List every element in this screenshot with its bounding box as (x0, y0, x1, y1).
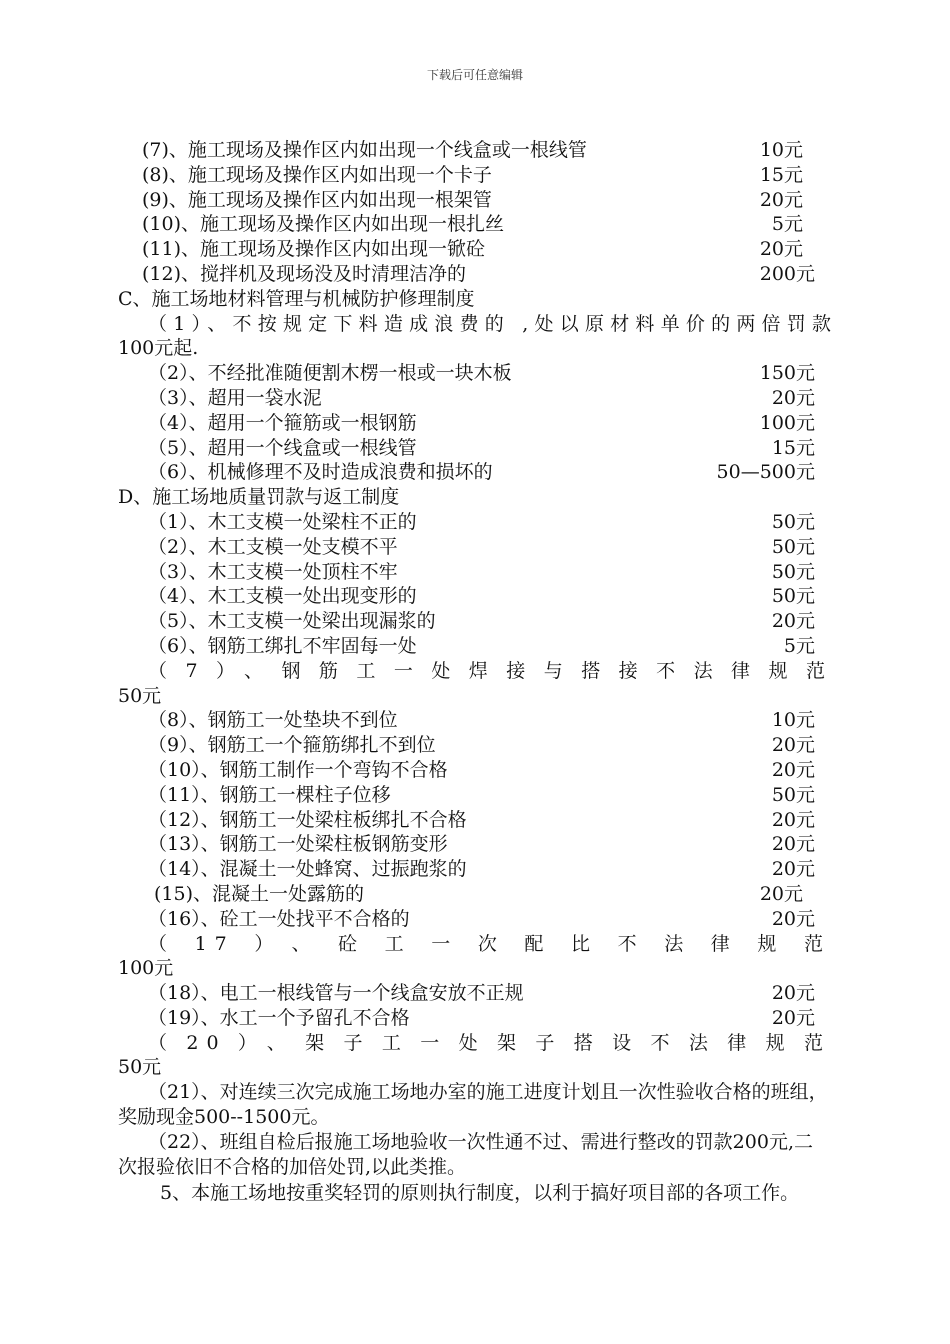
list-item (118, 783, 831, 808)
item-text: （13）、钢筋工一处梁柱板钢筋变形 (148, 833, 448, 856)
list-item (118, 436, 831, 461)
item-text: （5）、木工支模一处梁出现漏浆的 (148, 610, 436, 633)
item20-line1: （20）、架子工一处架子搭设不法律规范 (148, 1031, 831, 1054)
list-item (118, 1006, 831, 1031)
item22-paragraph: （22）、班组自检后报施工场地验收一次性通不过、需进行整改的罚款200元,二次报验依旧不合格的加倍处罚,以此类推。 (118, 1130, 813, 1178)
section-c-item1-line2 (118, 336, 831, 361)
section-b-list (118, 138, 831, 287)
item20-line2 (118, 1055, 831, 1080)
item-amount: 50元 (771, 510, 815, 533)
item-text: （2）、木工支模一处支模不平 (148, 535, 398, 558)
item-amount: 150元 (759, 362, 815, 385)
list-item (118, 386, 831, 411)
document-body (118, 138, 831, 1206)
list-item (118, 163, 831, 188)
section-d-list-3 (118, 981, 831, 1031)
list-item (118, 733, 831, 758)
item-text: （16）、砼工一处找平不合格的 (148, 907, 410, 930)
list-item (118, 609, 831, 634)
item-amount: 100元 (759, 411, 815, 434)
list-item (118, 411, 831, 436)
list-item (118, 808, 831, 833)
item-amount: 20元 (771, 386, 815, 409)
item-amount: 20元 (771, 1006, 815, 1029)
item-amount: 5元 (783, 634, 815, 657)
list-item (118, 981, 831, 1006)
list-item (118, 634, 831, 659)
item-amount: 20元 (771, 833, 815, 856)
item17-line2 (118, 956, 831, 981)
item-text: （19）、水工一个予留孔不合格 (148, 1006, 410, 1029)
item-text: （6）、钢筋工绑扎不牢固每一处 (148, 634, 417, 657)
item-text: (7)、施工现场及操作区内如出现一个线盒或一根线管 (142, 139, 587, 161)
list-item (118, 708, 831, 733)
item-text: （12）、钢筋工一处梁柱板绑扎不合格 (148, 808, 467, 831)
list-item (118, 907, 831, 932)
item-amount: 20元 (771, 808, 815, 831)
list-item (118, 535, 831, 560)
item-text: （1）、木工支模一处梁柱不正的 (148, 510, 417, 533)
list-item (118, 758, 831, 783)
item-amount: 15元 (759, 163, 803, 186)
item20-amount: 50元 (118, 1056, 162, 1079)
item-text: （3）、超用一袋水泥 (148, 386, 322, 409)
item-amount: 50—500元 (716, 461, 815, 484)
item-amount: 20元 (771, 610, 815, 633)
section-c-item1-amount: 100元起. (118, 337, 199, 360)
item-text: (9)、施工现场及操作区内如出现一根架管 (142, 188, 492, 211)
section-c-list (118, 361, 831, 485)
section-d-list-1 (118, 510, 831, 659)
item-amount: 50元 (771, 535, 815, 558)
item7-line1: （7）、钢筋工一处焊接与搭接不法律规范 (148, 659, 831, 682)
section-d-heading: D、施工场地质量罚款与返工制度 (118, 486, 400, 509)
list-item (118, 857, 831, 882)
item-amount: 5元 (771, 213, 803, 236)
section-c-title (118, 287, 831, 312)
list-item (118, 584, 831, 609)
item-amount: 50元 (771, 560, 815, 583)
item7-line2 (118, 684, 831, 709)
list-item (118, 510, 831, 535)
item-text: （4）、超用一个箍筋或一根钢筋 (148, 411, 417, 434)
item-amount: 10元 (759, 139, 803, 161)
list-item (118, 188, 831, 213)
item-text: （9）、钢筋工一个箍筋绑扎不到位 (148, 734, 436, 757)
item-text: （2）、不经批准随便割木楞一根或一块木板 (148, 362, 512, 385)
list-item (118, 882, 831, 907)
item-amount: 20元 (771, 758, 815, 781)
item-text: （6）、机械修理不及时造成浪费和损坏的 (148, 461, 493, 484)
item-text: （5）、超用一个线盒或一根线管 (148, 436, 417, 459)
item-amount: 15元 (771, 436, 815, 459)
item21-paragraph: （21）、对连续三次完成施工场地办室的施工进度计划且一次性验收合格的班组，奖励现金500--1500元。 (118, 1081, 828, 1129)
item-amount: 50元 (771, 585, 815, 608)
list-item (118, 460, 831, 485)
item-amount: 20元 (759, 188, 803, 211)
list-item (118, 237, 831, 262)
item-amount: 20元 (759, 882, 803, 905)
item-amount: 20元 (771, 734, 815, 757)
item-text: （4）、木工支模一处出现变形的 (148, 585, 417, 608)
page-header: 下载后可任意编辑 (426, 68, 523, 82)
item17-amount: 100元 (118, 957, 174, 980)
list-item (118, 832, 831, 857)
section-d-title (118, 485, 831, 510)
item5-paragraph: 5、本施工场地按重奖轻罚的原则执行制度，以利于搞好项目部的各项工作。 (160, 1182, 800, 1205)
item-text: (8)、施工现场及操作区内如出现一个卡子 (142, 163, 492, 186)
item7-amount: 50元 (118, 684, 162, 707)
list-item (118, 361, 831, 386)
item-amount: 20元 (771, 907, 815, 930)
list-item (118, 560, 831, 585)
item-text: (10)、施工现场及操作区内如出现一根扎丝 (142, 213, 505, 236)
item-text: (15)、混凝土一处露筋的 (154, 882, 365, 905)
item-amount: 50元 (771, 783, 815, 806)
list-item (118, 212, 831, 237)
item-text: （14）、混凝土一处蜂窝、过振跑浆的 (148, 858, 467, 881)
item-text: (11)、施工现场及操作区内如出现一锨砼 (142, 238, 486, 261)
section-c-item1-line1: （1）、不按规定下料造成浪费的 ,处以原材料单价的两倍罚款 (148, 312, 831, 335)
item-amount: 20元 (771, 858, 815, 881)
item-text: （3）、木工支模一处顶柱不牢 (148, 560, 398, 583)
item-amount: 20元 (771, 982, 815, 1005)
item-amount: 10元 (771, 709, 815, 732)
item-text: (12)、搅拌机及现场没及时清理洁净的 (142, 262, 467, 285)
list-item (118, 138, 831, 163)
item-text: （8）、钢筋工一处垫块不到位 (148, 709, 398, 732)
item17-line1: （17）、砼工一次配比不法律规范 (148, 932, 831, 955)
item-text: （11）、钢筋工一棵柱子位移 (148, 783, 391, 806)
section-c-heading: C、施工场地材料管理与机械防护修理制度 (118, 287, 475, 310)
item-amount: 20元 (759, 238, 803, 261)
item-text: （10）、钢筋工制作一个弯钩不合格 (148, 758, 448, 781)
item-text: （18）、电工一根线管与一个线盒安放不正规 (148, 982, 524, 1005)
section-d-list-2 (118, 708, 831, 931)
list-item (118, 262, 831, 287)
item-amount: 200元 (759, 262, 815, 285)
